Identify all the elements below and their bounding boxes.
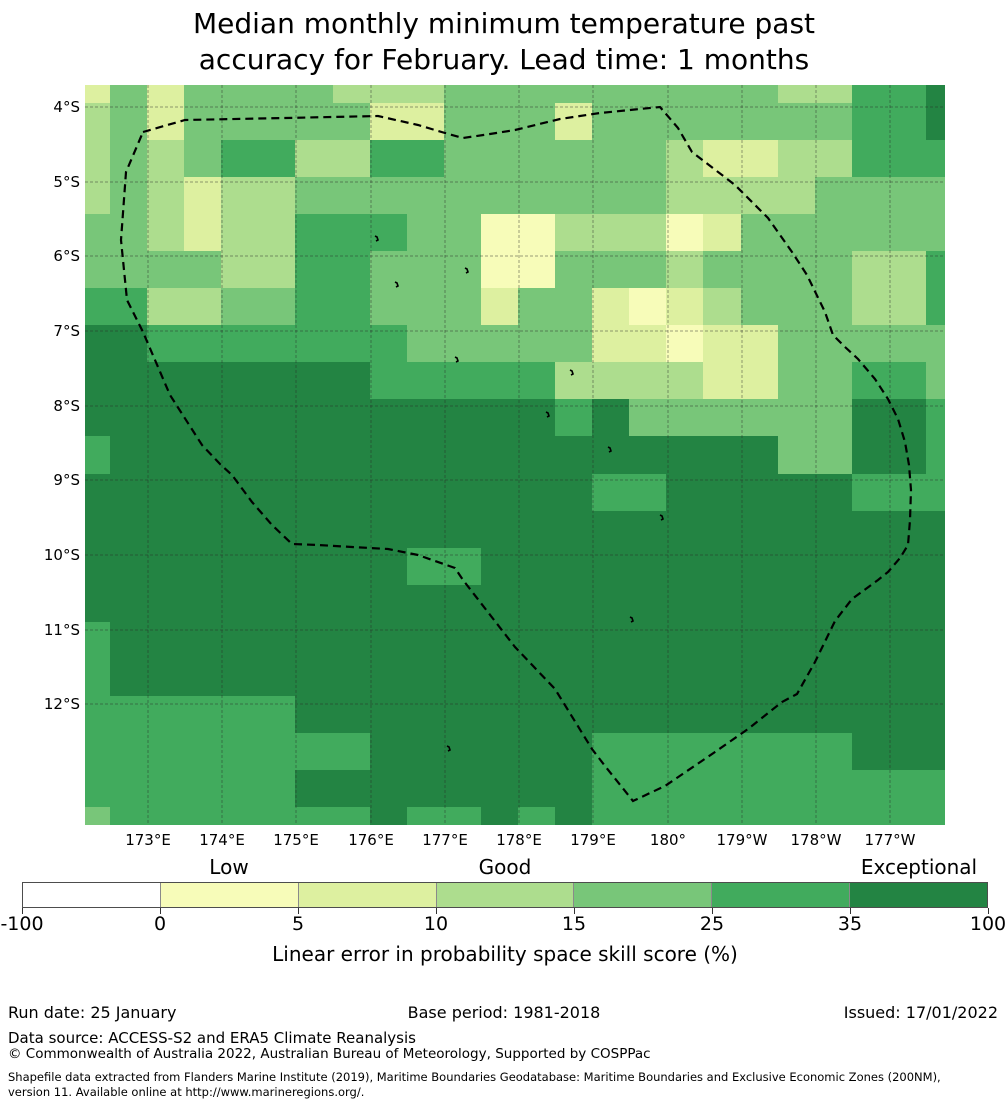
island-mark <box>447 746 450 751</box>
x-tick-label: 178°E <box>496 831 542 849</box>
x-tick-label: 178°W <box>790 831 842 849</box>
map-overlay <box>85 85 945 825</box>
figure-title-line2: accuracy for February. Lead time: 1 months <box>198 43 810 76</box>
colorbar-category-exceptional: Exceptional <box>860 855 978 879</box>
colorbar-category-good: Good <box>478 855 532 879</box>
colorbar-tick-label: 5 <box>291 913 305 935</box>
x-tick-label: 177°E <box>422 831 468 849</box>
island-mark <box>546 412 549 417</box>
colorbar-segment <box>850 883 987 907</box>
y-tick-label: 5°S <box>53 173 80 191</box>
colorbar-tick-label: 25 <box>699 913 725 935</box>
base-period: Base period: 1981-2018 <box>407 1003 601 1022</box>
shapefile-note-line1: Shapefile data extracted from Flanders Marine Institute (2019), Maritime Boundaries Geodatabase: Maritime Boundaries and Exclusive Economic Zones (200NM), <box>8 1070 941 1084</box>
y-tick-label: 10°S <box>43 546 80 564</box>
data-source: Data source: ACCESS-S2 and ERA5 Climate Reanalysis <box>8 1029 416 1047</box>
island-mark <box>608 447 611 452</box>
colorbar <box>22 882 988 908</box>
x-tick-label: 174°E <box>199 831 245 849</box>
colorbar-segment <box>712 883 850 907</box>
eez-boundary-line <box>121 107 911 801</box>
colorbar-segment <box>161 883 299 907</box>
figure-title <box>0 6 1008 78</box>
shapefile-note-line2: version 11. Available online at http://www.marineregions.org/. <box>8 1085 365 1099</box>
colorbar-segment <box>574 883 712 907</box>
x-tick-label: 177°W <box>864 831 916 849</box>
colorbar-tick-label: 35 <box>837 913 863 935</box>
x-tick-label: 180° <box>649 831 687 849</box>
colorbar-segment <box>299 883 437 907</box>
island-mark <box>395 282 398 287</box>
colorbar-tick-label: 15 <box>561 913 587 935</box>
run-date: Run date: 25 January <box>8 1003 177 1022</box>
x-tick-label: 179°E <box>570 831 616 849</box>
island-mark <box>465 268 468 273</box>
island-mark <box>570 370 573 375</box>
y-tick-label: 8°S <box>53 397 80 415</box>
colorbar-segment <box>23 883 161 907</box>
y-tick-label: 6°S <box>53 247 80 265</box>
colorbar-axis-title: Linear error in probability space skill score (%) <box>272 942 738 966</box>
map-canvas <box>85 85 945 825</box>
colorbar-tick-label: -100 <box>0 913 44 935</box>
y-tick-label: 12°S <box>43 695 80 713</box>
island-mark <box>630 617 633 622</box>
island-mark <box>455 357 458 362</box>
y-tick-label: 4°S <box>53 98 80 116</box>
island-mark <box>660 515 663 520</box>
x-tick-label: 176°E <box>348 831 394 849</box>
colorbar-category-low: Low <box>209 855 249 879</box>
issued-date: Issued: 17/01/2022 <box>843 1003 998 1022</box>
colorbar-tick-label: 0 <box>153 913 167 935</box>
island-mark <box>375 236 378 241</box>
x-tick-label: 175°E <box>273 831 319 849</box>
colorbar-tick-label: 10 <box>423 913 449 935</box>
copyright: © Commonwealth of Australia 2022, Australian Bureau of Meteorology, Supported by COSPPac <box>8 1046 651 1062</box>
colorbar-segment <box>437 883 575 907</box>
y-tick-label: 7°S <box>53 322 80 340</box>
x-tick-label: 179°W <box>716 831 768 849</box>
y-tick-label: 9°S <box>53 471 80 489</box>
colorbar-tick-label: 100 <box>969 913 1007 935</box>
x-tick-label: 173°E <box>125 831 171 849</box>
figure-title-line1: Median monthly minimum temperature past <box>192 7 816 40</box>
y-tick-label: 11°S <box>43 621 80 639</box>
